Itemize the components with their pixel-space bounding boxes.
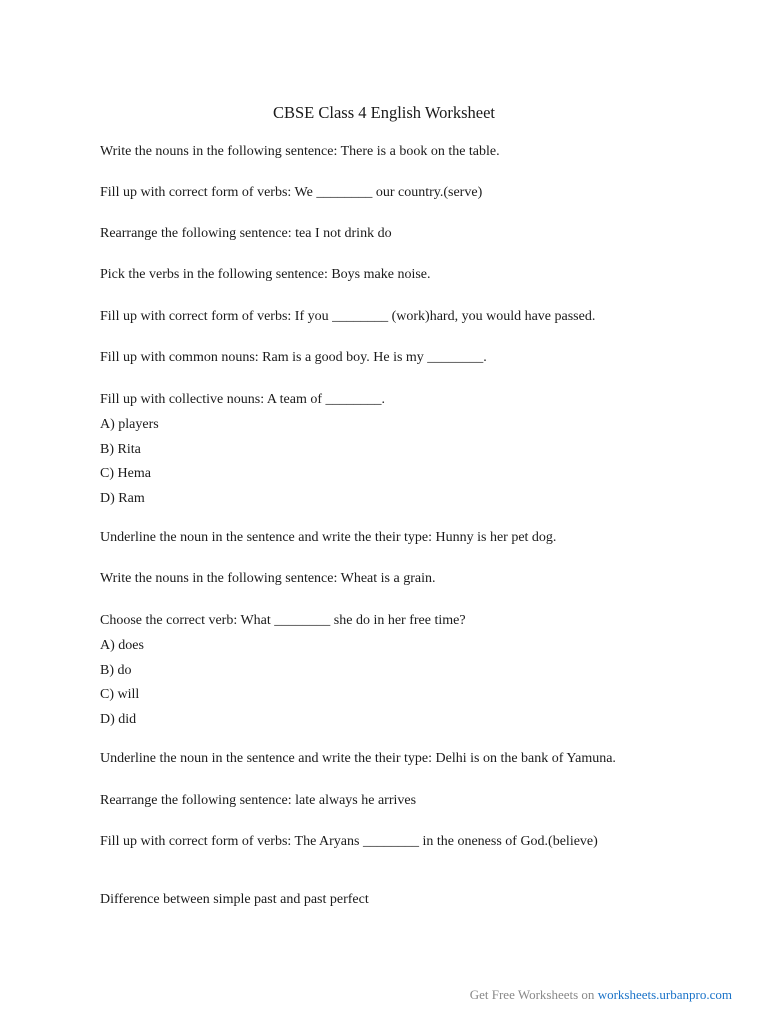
option-b: B) do <box>100 663 132 678</box>
question-text: Choose the correct verb: What ________ she do in her free time? <box>100 613 466 628</box>
question-text: Fill up with collective nouns: A team of ________. <box>100 392 386 407</box>
option-a: A) does <box>100 638 144 653</box>
option-d: D) Ram <box>100 491 145 506</box>
question-text: Rearrange the following sentence: late always he arrives <box>100 793 417 808</box>
option-a: A) players <box>100 417 159 432</box>
question-text: Difference between simple past and past perfect <box>100 892 369 907</box>
question-text: Underline the noun in the sentence and write the their type: Hunny is her pet dog. <box>100 530 557 545</box>
option-c: C) Hema <box>100 466 151 481</box>
option-c: C) will <box>100 687 140 702</box>
question-text: Write the nouns in the following sentence: There is a book on the table. <box>100 144 500 159</box>
question-text: Fill up with common nouns: Ram is a good boy. He is my ________. <box>100 350 487 365</box>
option-d: D) did <box>100 712 137 727</box>
question-text: Write the nouns in the following sentence: Wheat is a grain. <box>100 571 436 586</box>
footer-prefix: Get Free Worksheets on <box>469 987 598 1002</box>
question-text: Pick the verbs in the following sentence: Boys make noise. <box>100 267 431 282</box>
worksheet-title: CBSE Class 4 English Worksheet <box>272 103 496 122</box>
option-b: B) Rita <box>100 442 141 457</box>
question-text: Rearrange the following sentence: tea I not drink do <box>100 226 392 241</box>
footer-link[interactable]: worksheets.urbanpro.com <box>597 987 732 1002</box>
question-text: Underline the noun in the sentence and write the their type: Delhi is on the bank of Yamuna. <box>100 751 616 766</box>
question-text: Fill up with correct form of verbs: We ________ our country.(serve) <box>100 185 483 200</box>
question-text: Fill up with correct form of verbs: If you ________ (work)hard, you would have passed. <box>100 309 596 324</box>
question-text: Fill up with correct form of verbs: The Aryans ________ in the oneness of God.(believe) <box>100 834 598 849</box>
footer <box>470 987 732 1003</box>
